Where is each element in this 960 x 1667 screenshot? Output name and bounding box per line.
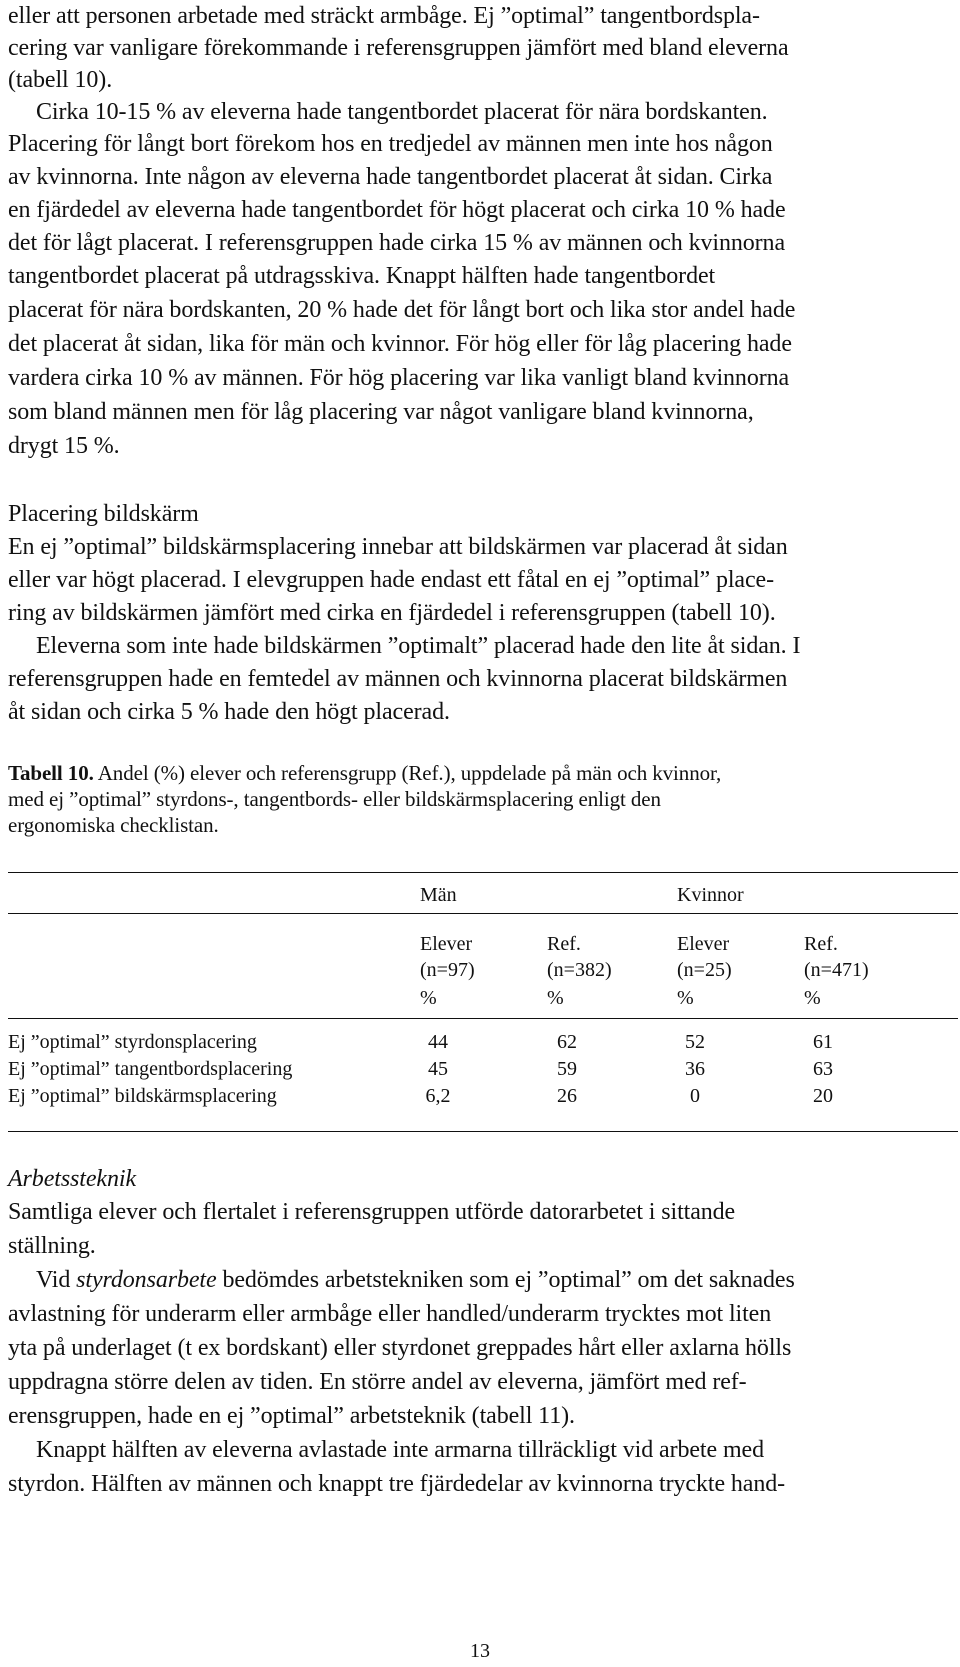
table-top-rule <box>8 872 958 873</box>
table-col-n: (n=25) <box>677 959 732 981</box>
text-line: drygt 15 %. <box>8 433 120 459</box>
text-line: yta på underlaget (t ex bordskant) eller styrdonet greppades hårt eller axlarna hölls <box>8 1335 792 1361</box>
text-line: vardera cirka 10 % av männen. För hög placering var lika vanligt bland kvinnorna <box>8 365 790 391</box>
section-heading-text: Arbetssteknik <box>8 1166 136 1192</box>
table-col-unit: % <box>804 987 821 1009</box>
table-row-label: Ej ”optimal” bildskärmsplacering <box>8 1085 277 1107</box>
section-heading <box>8 1165 136 1193</box>
table-group-header: Kvinnor <box>677 884 744 906</box>
table-col-n: (n=97) <box>420 959 475 981</box>
text-line: Knappt hälften av eleverna avlastade inte armarna tillräckligt vid arbete med <box>36 1437 764 1463</box>
text-line: Eleverna som inte hade bildskärmen ”optimalt” placerad hade den lite åt sidan. I <box>36 633 801 659</box>
table-header-rule <box>8 913 958 914</box>
text-line: eller att personen arbetade med sträckt armbåge. Ej ”optimal” tangentbordspla- <box>8 3 760 29</box>
text-line: styrdon. Hälften av männen och knappt tre fjärdedelar av kvinnorna tryckte hand- <box>8 1471 786 1497</box>
table-col-header: Elever <box>677 933 730 955</box>
text-line: Cirka 10-15 % av eleverna hade tangentbordet placerat för nära bordskanten. <box>36 99 768 125</box>
table-cell: 26 <box>557 1085 577 1107</box>
table-col-header: Ref. <box>547 933 581 955</box>
table-cell: 20 <box>813 1085 833 1107</box>
text-span: bedömdes arbetstekniken som ej ”optimal” om det saknades <box>216 1267 795 1293</box>
table-body-rule <box>8 1018 958 1019</box>
table-row-label: Ej ”optimal” styrdonsplacering <box>8 1031 257 1053</box>
table-cell: 62 <box>557 1031 577 1053</box>
text-line: åt sidan och cirka 5 % hade den högt placerad. <box>8 699 450 725</box>
table-cell: 45 <box>428 1058 448 1080</box>
table-col-n: (n=471) <box>804 959 869 981</box>
text-line: tangentbordet placerat på utdragsskiva. Knappt hälften hade tangentbordet <box>8 263 716 289</box>
table-cell: 63 <box>813 1058 833 1080</box>
text-line: en fjärdedel av eleverna hade tangentbordet för högt placerat och cirka 10 % hade <box>8 197 786 223</box>
table-col-unit: % <box>547 987 564 1009</box>
table-cell: 36 <box>685 1058 705 1080</box>
table-cell: 44 <box>428 1031 448 1053</box>
text-line: det för lågt placerat. I referensgruppen hade cirka 15 % av männen och kvinnorna <box>8 230 785 256</box>
table-row-label: Ej ”optimal” tangentbordsplacering <box>8 1058 293 1080</box>
text-italic: styrdonsarbete <box>76 1267 217 1293</box>
table-caption-text: Andel (%) elever och referensgrupp (Ref.), uppdelade på män och kvinnor, <box>93 761 722 785</box>
table-bottom-rule <box>8 1131 958 1132</box>
text-line: ring av bildskärmen jämfört med cirka en fjärdedel i referensgruppen (tabell 10). <box>8 600 776 626</box>
text-line: cering var vanligare förekommande i referensgruppen jämfört med bland eleverna <box>8 35 789 61</box>
page-number: 13 <box>470 1640 490 1662</box>
table-col-n: (n=382) <box>547 959 612 981</box>
table-col-unit: % <box>677 987 694 1009</box>
table-caption-line: med ej ”optimal” styrdons-, tangentbords- eller bildskärmsplacering enligt den <box>8 787 661 811</box>
text-line: avlastning för underarm eller armbåge eller handled/underarm trycktes mot liten <box>8 1301 772 1327</box>
table-group-header: Män <box>420 884 457 906</box>
text-line: eller var högt placerad. I elevgruppen hade endast ett fåtal en ej ”optimal” place- <box>8 567 774 593</box>
table-cell: 6,2 <box>425 1085 451 1107</box>
table-caption-line: ergonomiska checklistan. <box>8 813 219 837</box>
text-line: uppdragna större delen av tiden. En större andel av eleverna, jämfört med ref- <box>8 1369 747 1395</box>
table-cell: 61 <box>813 1031 833 1053</box>
text-line: det placerat åt sidan, lika för män och kvinnor. För hög eller för låg placering hade <box>8 331 792 357</box>
table-cell: 59 <box>557 1058 577 1080</box>
text-line: En ej ”optimal” bildskärmsplacering innebar att bildskärmen var placerad åt sidan <box>8 534 788 560</box>
table-caption <box>8 760 721 786</box>
section-heading: Placering bildskärm <box>8 501 199 527</box>
text-line: referensgruppen hade en femtedel av männen och kvinnorna placerat bildskärmen <box>8 666 788 692</box>
text-line: ställning. <box>8 1233 96 1259</box>
text-line: Placering för långt bort förekom hos en tredjedel av männen men inte hos någon <box>8 131 773 157</box>
text-line: (tabell 10). <box>8 67 113 93</box>
table-col-header: Elever <box>420 933 473 955</box>
table-col-unit: % <box>420 987 437 1009</box>
text-span: Vid <box>36 1267 77 1293</box>
text-line: som bland männen men för låg placering var något vanligare bland kvinnorna, <box>8 399 754 425</box>
table-col-header: Ref. <box>804 933 838 955</box>
table-cell: 0 <box>690 1085 700 1107</box>
text-line: Samtliga elever och flertalet i referensgruppen utförde datorarbetet i sittande <box>8 1199 736 1225</box>
text-line: erensgruppen, hade en ej ”optimal” arbetsteknik (tabell 11). <box>8 1403 575 1429</box>
table-cell: 52 <box>685 1031 705 1053</box>
text-line <box>36 1266 795 1294</box>
text-line: placerat för nära bordskanten, 20 % hade det för långt bort och lika stor andel hade <box>8 297 796 323</box>
text-line: av kvinnorna. Inte någon av eleverna hade tangentbordet placerat åt sidan. Cirka <box>8 164 773 190</box>
table-caption-label: Tabell 10. <box>8 761 94 785</box>
